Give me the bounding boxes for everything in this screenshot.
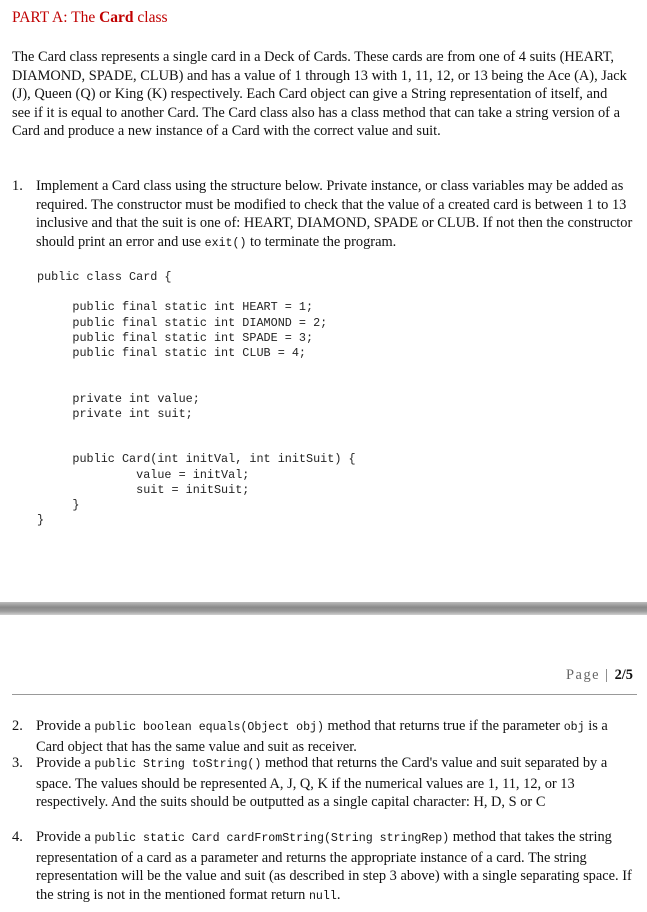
list-item-text [36,177,636,253]
item-text-part: method that takes the string representation of a card as a parameter and returns the appropriate instance of a card. The string representation will be the value and suit (as described in step 3 above) with a single separating space. If the string is not in the mentioned format return [36,829,632,903]
list-item-number: 1. [12,178,23,194]
list-item-text [36,754,636,812]
inline-code: public String toString() [94,758,262,771]
inline-code: exit() [204,236,247,250]
item-text-part: method that returns true if the parameter [323,718,564,734]
page-number-value: 2/5 [614,667,633,683]
list-item-number: 4. [12,829,23,845]
inline-code: obj [563,721,585,734]
inline-code: public boolean equals(Object obj) [94,721,324,734]
footer-rule [12,694,637,695]
inline-code: null [308,889,337,903]
inline-code: public static Card cardFromString(String stringRep) [94,832,450,845]
section-heading [12,9,168,27]
page-number [566,667,633,684]
page-number-label: Page | [566,667,615,683]
heading-suffix: class [133,9,168,26]
item-text-part: method that returns the Card's value and suit separated by a space. The values should be represented A, J, Q, K if the numerical values are 1, 11, 12, or 13 respectively. And the suits should be outputted as a single capital character: H, D, S or C [36,755,608,811]
code-listing: public class Card { public final static int HEART = 1; public final static int DIAMOND = 2; public final static int SPADE = 3; public final static int CLUB = 4; private int value; private int suit; public Card(int initVal, int initSuit) { value = initVal; suit = initSuit; } } [37,270,356,528]
item-text-part: Provide a [36,755,95,771]
page-separator [0,602,647,615]
item-text-part: to terminate the program. [246,233,397,250]
item-text-part: Implement a Card class using the structure below. Private instance, or class variables may be added as required. The constructor must be modified to check that the value of a created card is between 1 to 13 inclusive and that the suit is one of: HEART, DIAMOND, SPADE or CLUB. If not then the constructor should print an error and use [36,178,633,250]
heading-bold-word: Card [99,9,134,26]
list-item-number: 3. [12,755,23,771]
heading-prefix: PART A: The [12,9,100,26]
intro-paragraph: The Card class represents a single card in a Deck of Cards. These cards are from one of 4 suits (HEART, DIAMOND, SPADE, CLUB) and has a value of 1 through 13 with 1, 11, 12, or 13 being the Ace (A), Jack (J), Queen (Q) or King (K) respectively. Each Card object can give a String representation of itself, and see if it is equal to another Card. The Card class also has a class method that can take a string version of a Card and produce a new instance of a Card with the correct value and suit. [12,49,627,140]
item-text-part: is a Card object that has the same value and suit as receiver. [36,718,608,755]
item-text-part: Provide a [36,829,95,845]
item-text-part: . [336,886,341,903]
item-text-part: Provide a [36,718,95,734]
document-page-lower [0,615,647,912]
list-item-text [36,717,636,756]
list-item-number: 2. [12,718,23,734]
list-item-text [36,828,636,906]
